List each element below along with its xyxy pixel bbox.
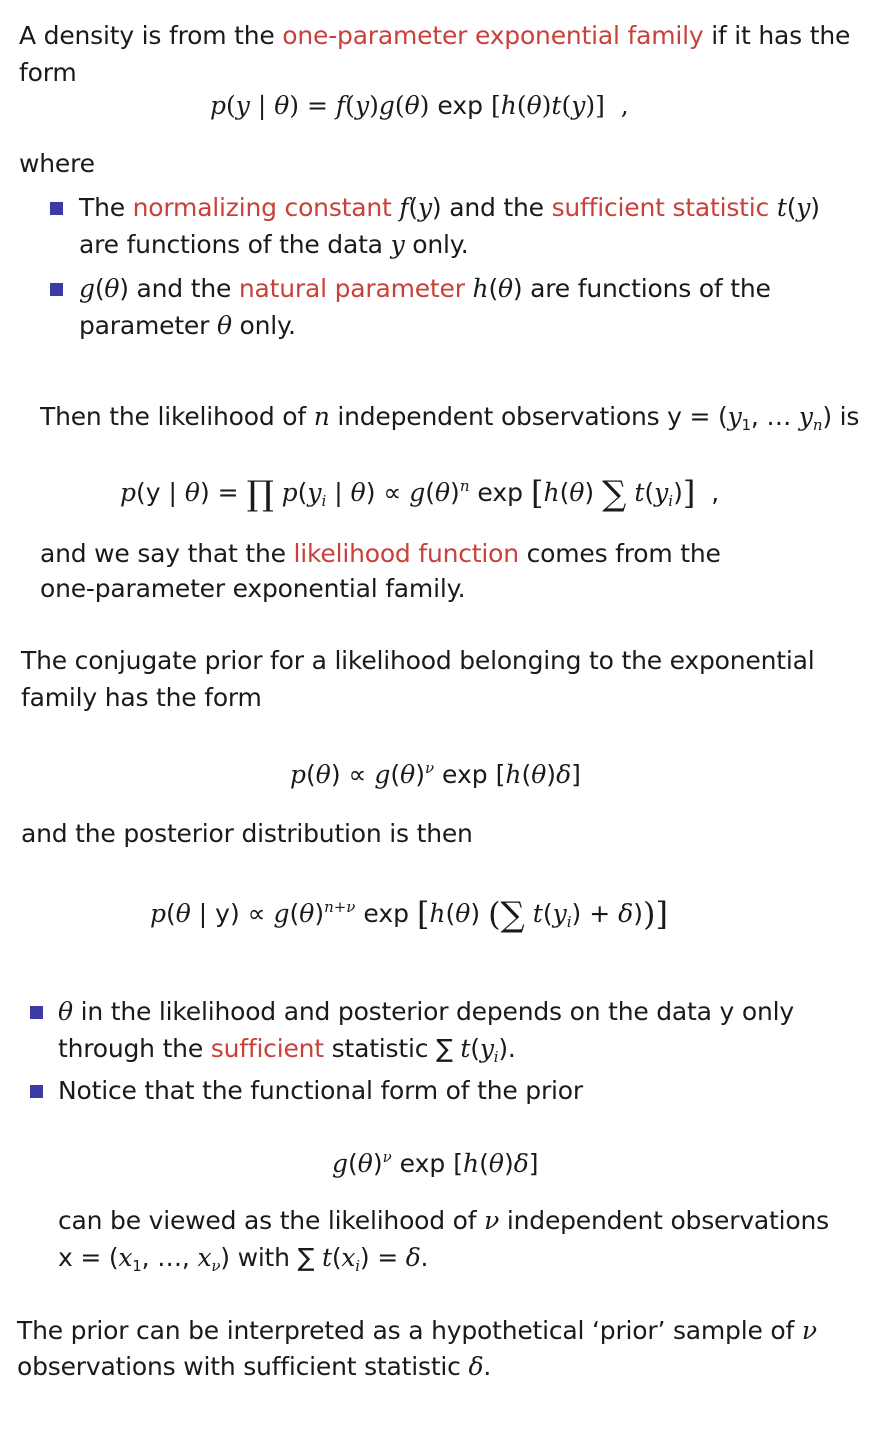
bullet-square-icon (30, 1006, 43, 1019)
prior-equation: $p(\theta) \propto g(\theta)^\nu$ exp [h(θ)δ] (290, 759, 581, 789)
where-label: where (19, 149, 95, 178)
definition-intro-line2: form (19, 58, 77, 87)
term-normalizing-constant: normalizing constant (132, 193, 392, 222)
posterior-intro: and the posterior distribution is then (21, 819, 473, 848)
term-sufficient-statistic: sufficient statistic (551, 193, 770, 222)
conjugate-intro-line2: family has the form (21, 683, 262, 712)
bullet-2-line2: parameter θ only. (79, 311, 296, 340)
likelihood-intro: Then the likelihood of n independent observations $y = (y_1$, … $y_n$) is (40, 402, 860, 434)
definition-intro (19, 18, 850, 54)
density-equation: p(y | θ) = f(y)g(θ) exp [h(θ)t(y)] , (210, 91, 629, 120)
posterior-equation: p(θ | $y) \propto g(\theta)^{n+\nu}$ exp [h(θ) (∑ $t(y_i) + \delta$))] (150, 895, 668, 935)
likelihood-outro: and we say that the likelihood function comes from the (40, 539, 721, 568)
bullet-4-cont-line2: $x = (x_1$, …, $x_\nu$) with ∑ $t(x_i) = \delta$. (58, 1243, 429, 1275)
prior-form-equation: $g(\theta)^\nu$ exp [h(θ)δ] (332, 1148, 539, 1178)
bullet-4-cont-line1: can be viewed as the likelihood of ν independent observations (58, 1206, 829, 1235)
term-sufficient: sufficient (210, 1034, 324, 1063)
likelihood-equation: p(y | θ) = ∏ $p(y_i$ | $\theta) \propto g(\theta)^n$ exp [h(θ) ∑ $t(y_i)$] , (120, 474, 720, 514)
bullet-1-line1: The normalizing constant f(y) and the sufficient statistic t(y) (79, 193, 820, 222)
bullet-4-line1: Notice that the functional form of the prior (58, 1076, 583, 1105)
term-likelihood-function: likelihood function (293, 539, 519, 568)
intro-text: A density is from the (19, 21, 283, 50)
bullet-3-line1: θ in the likelihood and posterior depends on the data y only (58, 997, 794, 1026)
bullet-square-icon (30, 1085, 43, 1098)
conjugate-intro-line1: The conjugate prior for a likelihood belonging to the exponential (21, 646, 815, 675)
bullet-1-line2: are functions of the data y only. (79, 230, 469, 259)
conclusion-line1: The prior can be interpreted as a hypothetical ‘prior’ sample of ν (17, 1316, 817, 1345)
term-natural-parameter: natural parameter (238, 274, 465, 303)
likelihood-outro-line2: one-parameter exponential family. (40, 574, 466, 603)
bullet-3-line2: through the sufficient statistic ∑ $t(y_i)$. (58, 1034, 516, 1066)
intro-text: if it has the (703, 21, 851, 50)
bullet-2-line1: g(θ) and the natural parameter h(θ) are functions of the (79, 274, 771, 303)
bullet-square-icon (50, 202, 63, 215)
bullet-square-icon (50, 283, 63, 296)
conclusion-line2: observations with sufficient statistic δ. (17, 1352, 492, 1381)
term-one-parameter-exponential-family: one-parameter exponential family (282, 21, 704, 50)
